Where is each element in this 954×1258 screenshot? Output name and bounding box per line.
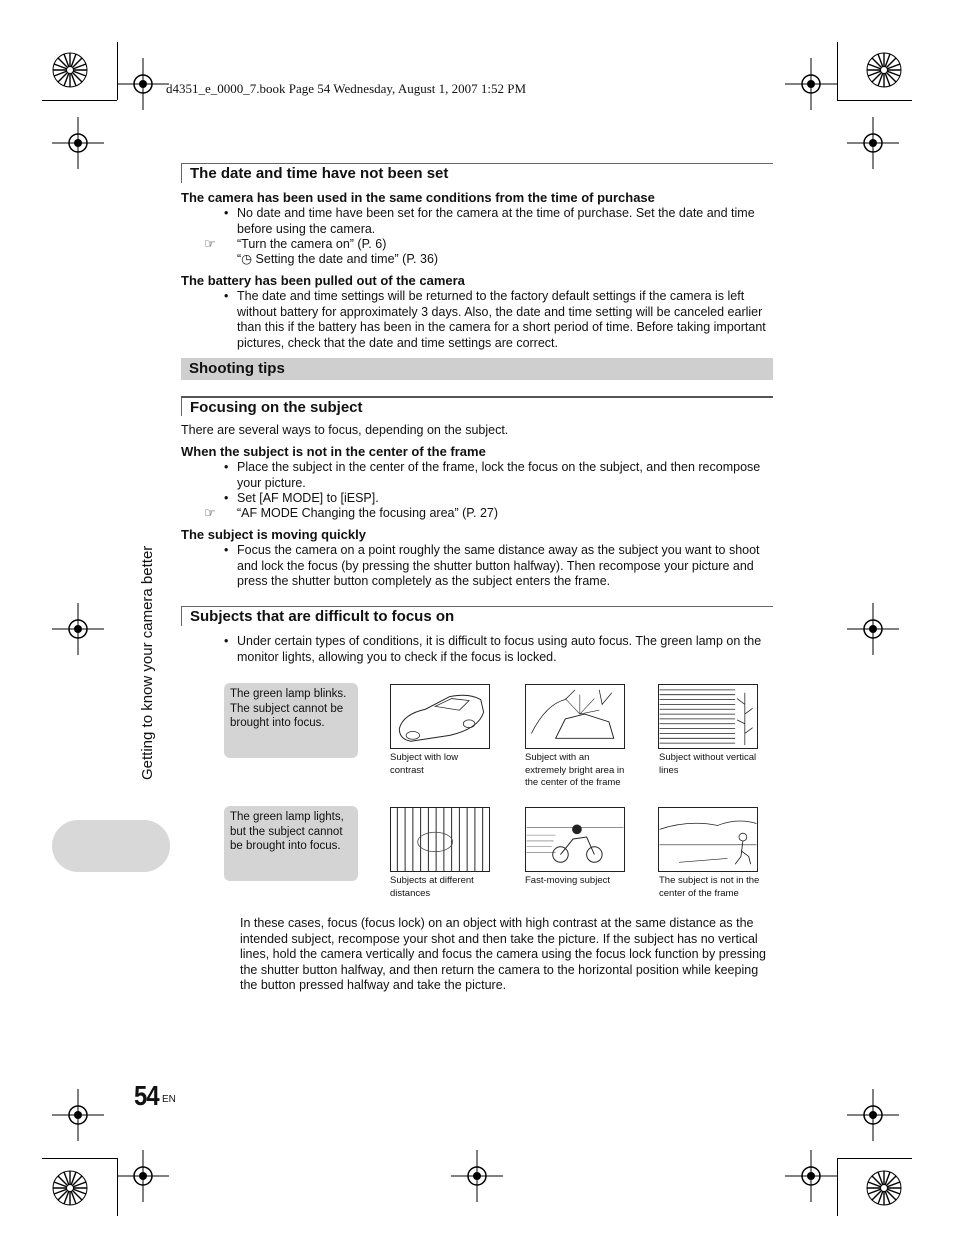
bullet-text: No date and time have been set for the camera at the time of purchase. Set the date and time before using the camera. [237,206,755,236]
bullet-battery [224,289,774,351]
caption-low-contrast: Subject with low contrast [390,752,459,776]
bullet-text: Set [AF MODE] to [iESP]. [237,491,379,505]
illustration-low-contrast-car [390,684,490,749]
bullet-text: Focus the camera on a point roughly the same distance away as the subject you want to shoot and lock the focus (by pressing the shutter button halfway). Then recompose your picture and press the shutter button completely as the subject enters the frame. [237,543,760,588]
caption-no-vertical-lines: Subject without vertical lines [659,752,757,776]
sidebar-chapter-label: Getting to know your camera better [139,545,156,780]
illustration-bright-center [525,684,625,749]
section-title-shooting-tips: Shooting tips [181,358,773,380]
section-title-date-time: The date and time have not been set [181,163,773,183]
focusing-intro: There are several ways to focus, depending on the subject. [181,423,509,437]
bullet-text: Under certain types of conditions, it is difficult to focus using auto focus. The green lamp on the monitor lights, allowing you to check if the focus is locked. [237,634,762,664]
caption-bright-area: Subject with an extremely bright area in the center of the frame [525,752,625,788]
section-title-focusing: Focusing on the subject [181,396,773,416]
illustration-off-center-subject [658,807,758,872]
subheading-moving: The subject is moving quickly [181,527,366,542]
caption-fast-moving: Fast-moving subject [525,875,611,886]
bullet-no-date [224,206,774,237]
caption-not-in-center: The subject is not in the center of the frame [659,875,760,899]
closing-paragraph: In these cases, focus (focus lock) on an object with high contrast at the same distance as the intended subject, recompose your shot and then take the picture. If the subject has no vertical lines, hold the camera vertically and focus the camera using the focus lock function by pressing the shutter button halfway, and then return the camera to the horizontal position while keeping the button pressed halfway and take the picture. [240,916,766,992]
language-code: EN [162,1094,176,1105]
bullet-text: The date and time settings will be returned to the factory default settings if the camera is left without battery for approximately 3 days. Also, the date and time setting will be canceled earlier than this if the battery has been in the camera for a short period of time. Before taking important pictures, check that the date and time settings are correct. [237,289,766,350]
reference-setting-date: “◷ Setting the date and time” (P. 36) [237,252,439,266]
illustration-different-distances [390,807,490,872]
bullet-dot: • [224,634,229,648]
subheading-not-center: When the subject is not in the center of the frame [181,444,486,459]
section-title-difficult: Subjects that are difficult to focus on [181,606,773,626]
bullet-dot: • [224,543,229,557]
illustration-horizontal-lines [658,684,758,749]
bullet-dot: • [224,289,229,303]
bullet-text: Place the subject in the center of the frame, lock the focus on the subject, and then recompose your picture. [237,460,761,490]
subheading-battery: The battery has been pulled out of the camera [181,273,465,288]
bullet-af-mode [224,491,774,507]
file-info-header: d4351_e_0000_7.book Page 54 Wednesday, August 1, 2007 1:52 PM [166,81,527,96]
bullet-focus-lock [224,543,774,590]
caption-different-distances: Subjects at different distances [390,875,474,899]
bullet-dot: • [224,460,229,474]
illustration-motorcycle [525,807,625,872]
subheading-same-conditions: The camera has been used in the same conditions from the time of purchase [181,190,655,205]
green-lamp-blinks-box: The green lamp blinks. The subject cannot be brought into focus. [224,683,358,758]
green-lamp-lights-box: The green lamp lights, but the subject cannot be brought into focus. [224,806,358,881]
reference-hand-icon: ☞ [204,505,216,520]
bullet-auto-focus [224,634,774,665]
bullet-dot: • [224,206,229,220]
bullet-dot: • [224,491,229,505]
reference-hand-icon: ☞ [204,236,216,251]
reference-turn-on: “Turn the camera on” (P. 6) [237,237,387,251]
bullet-place-subject [224,460,774,491]
chapter-tab [52,820,170,872]
page-number: 54 [134,1080,159,1111]
reference-af-mode: “AF MODE Changing the focusing area” (P. 27) [237,506,499,520]
